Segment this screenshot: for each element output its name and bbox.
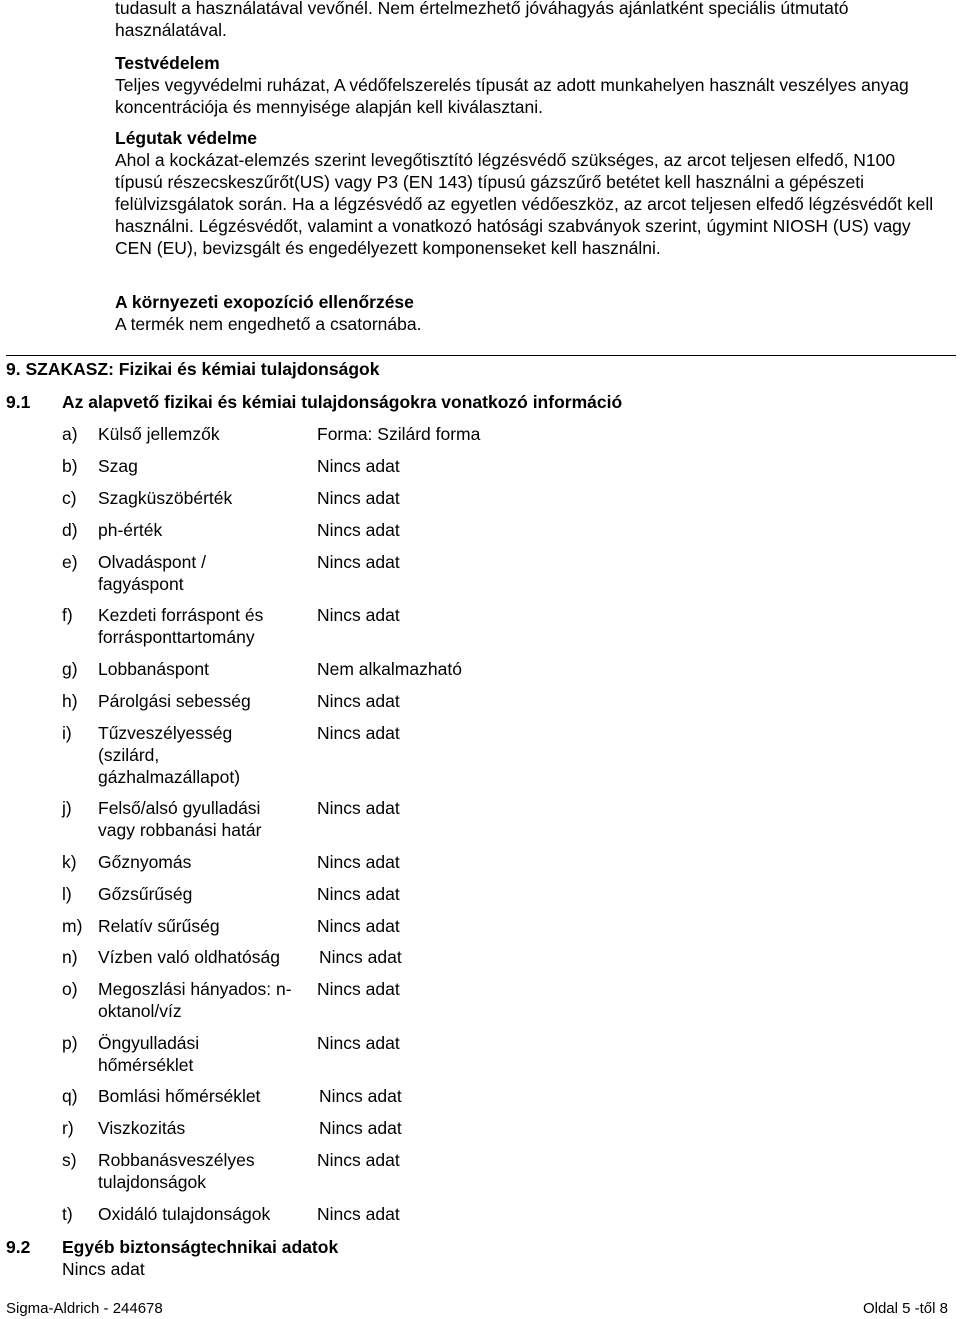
property-letter: j) [62,798,72,818]
property-name: Szagküszöbérték [98,488,233,508]
property-name: Relatív sűrűség [98,916,220,936]
property-name: Tűzveszélyesség (szilárd, gázhalmazállapot) [98,723,241,787]
property-letter: s) [62,1150,77,1170]
intro-line-2: használatával. [115,20,227,40]
property-letter: n) [62,947,78,967]
body-protection-heading: Testvédelem [115,53,220,73]
property-value: Nincs adat [319,1118,402,1138]
property-name: Szag [98,456,138,476]
property-value: Nincs adat [317,798,400,818]
property-letter: h) [62,691,78,711]
property-letter: e) [62,552,78,572]
property-value: Nincs adat [317,852,400,872]
footer-page-number: Oldal 5 -től 8 [862,1300,948,1317]
property-name: Felső/alsó gyulladási vagy robbanási határ [98,798,262,840]
body-protection-text: Teljes vegyvédelmi ruházat, A védőfelszerelés típusát az adott munkahelyen használt veszélyes anyag koncentrációja és mennyisége alapján kell kiválasztani. [115,75,909,117]
property-letter: k) [62,852,77,872]
environment-heading: A környezeti exopozíció ellenőrzése [115,292,414,312]
property-value: Nincs adat [317,884,400,904]
intro-line-1: tudasult a használatával vevőnél. Nem értelmezhető jóváhagyás ajánlatként speciális útmutató [115,0,849,18]
respiratory-text: Ahol a kockázat-elemzés szerint levegőtisztító légzésvédő szükséges, az arcot teljesen elfedő, N100 típusú részecskeszűrőt(US) vagy P3 (EN 143) típusú gázszűrő betétet kell használni a gépészeti felülvizsgálatok során. Ha a légzésvédő az egyetlen védőeszköz, az arcot teljesen elfedő légzésvédőt kell használni. Légzésvédőt, valamint a vonatkozó hatósági szabványok szerint, úgymint NIOSH (US) vagy CEN (EU), bevizsgált és engedélyezett komponenseket kell használni. [115,150,934,258]
subsection-9-2-title: Egyéb biztonságtechnikai adatok [62,1237,339,1257]
section-9-title: 9. SZAKASZ: Fizikai és kémiai tulajdonságok [6,359,380,379]
property-name: Külső jellemzők [98,424,220,444]
property-letter: a) [62,424,78,444]
property-letter: f) [62,605,73,625]
property-value: Nincs adat [317,456,400,476]
property-letter: m) [62,916,83,936]
property-value: Nincs adat [317,488,400,508]
property-name: Bomlási hőmérséklet [98,1086,261,1106]
respiratory-heading: Légutak védelme [115,128,257,148]
property-name: Öngyulladási hőmérséklet [98,1033,200,1075]
property-value: Nincs adat [317,691,400,711]
property-value: Nincs adat [317,1150,400,1170]
property-value: Nincs adat [317,552,400,572]
property-value: Nincs adat [317,1033,400,1053]
property-name: Lobbanáspont [98,659,209,679]
property-value: Nincs adat [317,1204,400,1224]
property-name: Viszkozitás [98,1118,186,1138]
property-value: Nincs adat [319,947,402,967]
property-letter: r) [62,1118,74,1138]
property-name: ph-érték [98,520,163,540]
property-name: Oxidáló tulajdonságok [98,1204,271,1224]
property-letter: c) [62,488,77,508]
subsection-9-1-title: Az alapvető fizikai és kémiai tulajdonságokra vonatkozó információ [62,392,623,412]
body-protection-section [115,52,935,118]
subsection-9-1-number: 9.1 [6,392,31,412]
property-letter: g) [62,659,78,679]
property-name: Olvadáspont / fagyáspont [98,552,206,594]
property-letter: i) [62,723,72,743]
property-letter: p) [62,1033,78,1053]
property-name: Vízben való oldhatóság [98,947,280,967]
property-letter: t) [62,1204,73,1224]
property-letter: q) [62,1086,78,1106]
section-divider [6,355,956,356]
property-value: Forma: Szilárd forma [317,424,481,444]
property-letter: b) [62,456,78,476]
property-letter: d) [62,520,78,540]
subsection-9-2-number: 9.2 [6,1237,31,1257]
property-name: Megoszlási hányados: n-oktanol/víz [98,979,292,1021]
environment-text: A termék nem engedhető a csatornába. [115,314,422,334]
footer-product-code: Sigma-Aldrich - 244678 [6,1300,163,1317]
property-name: Párolgási sebesség [98,691,251,711]
environment-section [115,291,935,335]
property-value: Nincs adat [317,605,400,625]
property-value: Nincs adat [317,979,400,999]
property-value: Nem alkalmazható [317,659,462,679]
respiratory-section [115,127,935,259]
property-value: Nincs adat [317,916,400,936]
property-name: Kezdeti forráspont és forrásponttartomány [98,605,264,647]
property-value: Nincs adat [317,723,400,743]
property-letter: o) [62,979,78,999]
subsection-9-2-text: Nincs adat [62,1259,145,1279]
property-value: Nincs adat [317,520,400,540]
property-value: Nincs adat [319,1086,402,1106]
property-letter: l) [62,884,72,904]
property-name: Robbanásveszélyes tulajdonságok [98,1150,255,1192]
property-name: Gőznyomás [98,852,192,872]
property-name: Gőzsűrűség [98,884,193,904]
